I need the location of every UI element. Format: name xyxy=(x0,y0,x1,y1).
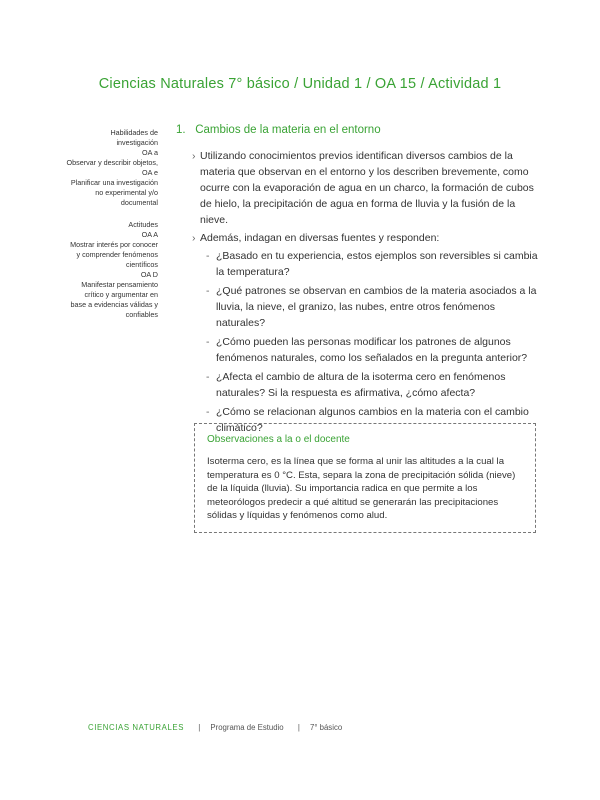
question-item xyxy=(176,283,546,331)
question-text: ¿Cómo se relacionan algunos cambios en la materia con el cambio climático? xyxy=(216,406,529,434)
teacher-note-box xyxy=(194,423,536,533)
dash-icon: - xyxy=(206,371,210,383)
footer-program: Programa de Estudio xyxy=(210,723,284,732)
question-item xyxy=(176,334,546,366)
sidebar-line: OA a xyxy=(142,148,158,157)
activity-number: 1. xyxy=(176,124,186,136)
sidebar-line: confiables xyxy=(125,310,158,319)
sidebar-line: Habilidades de xyxy=(110,128,158,137)
sidebar-line: Observar y describir objetos, xyxy=(66,158,158,167)
sidebar-line: OA D xyxy=(140,270,158,279)
activity-content xyxy=(176,124,546,439)
sidebar-line: Planificar una investigación xyxy=(70,178,158,187)
sidebar-line: OA e xyxy=(142,168,158,177)
sidebar-line: científicos xyxy=(126,260,158,269)
question-item xyxy=(176,369,546,401)
sidebar-line: Mostrar interés por conocer xyxy=(70,240,158,249)
sidebar-line: investigación xyxy=(116,138,158,147)
bullet-item xyxy=(176,230,546,246)
sidebar-objectives xyxy=(58,128,158,320)
bullet-item xyxy=(176,148,546,228)
page-footer xyxy=(88,723,342,732)
chevron-right-icon: › xyxy=(192,232,196,244)
question-text: ¿Qué patrones se observan en cambios de la materia asociados a la lluvia, la nieve, el granizo, las nubes, entre otros fenómenos naturales? xyxy=(216,285,537,329)
chevron-right-icon: › xyxy=(192,150,196,162)
question-item xyxy=(176,248,546,280)
sidebar-line: base a evidencias válidas y xyxy=(70,300,158,309)
dash-icon: - xyxy=(206,285,210,297)
dash-icon: - xyxy=(206,336,210,348)
footer-grade: 7° básico xyxy=(310,723,343,732)
teacher-note-text: Isoterma cero, es la línea que se forma al unir las altitudes a la cual la temperatura es 0 °C. Esta, separa la zona de precipitación sólida (nieve) de la líquida (lluvia). Su importancia radica en que permite a los meteorólogos predecir a qué altitud se generarán las precipitaciones sólidas y líquidas y fenómenos como alud. xyxy=(207,456,516,521)
sidebar-line: y comprender fenómenos xyxy=(76,250,158,259)
sidebar-line: OA A xyxy=(141,230,158,239)
question-text: ¿Cómo pueden las personas modificar los patrones de algunos fenómenos naturales, como los señalados en la pregunta anterior? xyxy=(216,336,528,364)
sidebar-line: documental xyxy=(120,198,158,207)
question-text: ¿Afecta el cambio de altura de la isoterma cero en fenómenos naturales? Si la respuesta es afirmativa, ¿cómo afecta? xyxy=(216,371,506,399)
dash-icon: - xyxy=(206,250,210,262)
sidebar-line: Manifestar pensamiento xyxy=(81,280,158,289)
question-text: ¿Basado en tu experiencia, estos ejemplos son reversibles si cambia la temperatura? xyxy=(216,250,538,278)
sidebar-line: no experimental y/o xyxy=(95,188,158,197)
teacher-note-title: Observaciones a la o el docente xyxy=(207,434,350,445)
dash-icon: - xyxy=(206,406,210,418)
sidebar-line: crítico y argumentar en xyxy=(84,290,158,299)
footer-separator: | xyxy=(198,723,201,732)
activity-heading xyxy=(176,124,546,136)
sidebar-gap xyxy=(58,208,158,220)
sidebar-line: Actitudes xyxy=(128,220,158,229)
bullet-text: Además, indagan en diversas fuentes y responden: xyxy=(200,232,440,244)
page-title: Ciencias Naturales 7° básico / Unidad 1 / OA 15 / Actividad 1 xyxy=(98,76,502,92)
footer-separator: | xyxy=(297,723,300,732)
activity-title: Cambios de la materia en el entorno xyxy=(195,124,381,136)
question-list xyxy=(176,248,546,436)
footer-subject: CIENCIAS NATURALES xyxy=(88,723,185,732)
bullet-text: Utilizando conocimientos previos identifican diversos cambios de la materia que observan en el entorno y los describen brevemente, como ocurre con la evaporación de agua en un charco, la formación de cubos de hielo, la precipitación de agua en forma de lluvia y la fusión de la nieve. xyxy=(200,150,534,226)
